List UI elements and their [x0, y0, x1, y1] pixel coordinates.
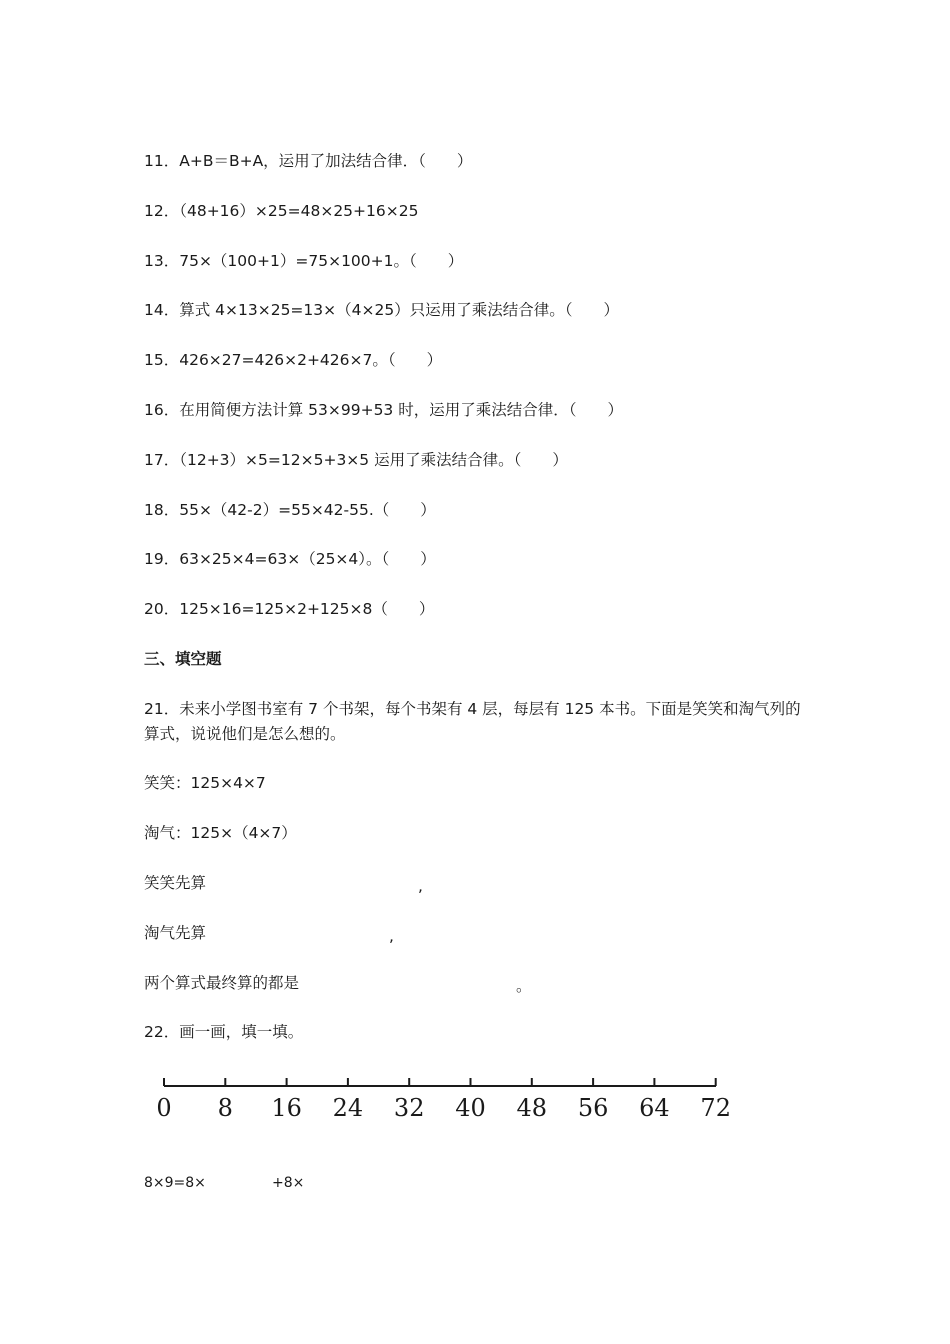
- item-15: 15．426×27=426×2+426×7。（ ）: [144, 351, 443, 369]
- number-line-label: 40: [455, 1094, 486, 1122]
- section-heading: 三、填空题: [144, 650, 222, 668]
- item-13: 13．75×（100+1）=75×100+1。（ ）: [144, 252, 464, 270]
- item-20: 20．125×16=125×2+125×8（ ）: [144, 600, 435, 618]
- question-22-text: 22．画一画，填一填。: [144, 1023, 304, 1041]
- number-line-label: 48: [516, 1094, 548, 1122]
- number-line-label: 64: [639, 1094, 670, 1122]
- xiaoxiao-first-label: 笑笑先算: [144, 874, 207, 892]
- number-line-label: 56: [577, 1094, 609, 1122]
- taoqi-formula: 淘气：125×（4×7）: [144, 824, 297, 842]
- item-19: 19．63×25×4=63×（25×4）。（ ）: [144, 550, 436, 568]
- item-12: 12．（48+16）×25=48×25+16×25: [144, 202, 419, 220]
- item-14: 14．算式 4×13×25=13×（4×25）只运用了乘法结合律。（ ）: [144, 301, 619, 319]
- item-11: 11．A+B＝B+A，运用了加法结合律．（ ）: [144, 152, 473, 170]
- number-line-label: 0: [156, 1094, 172, 1122]
- final-period: 。: [516, 977, 532, 995]
- final-label: 两个算式最终算的都是: [144, 974, 300, 992]
- item-16: 16．在用简便方法计算 53×99+53 时，运用了乘法结合律．（ ）: [144, 401, 623, 419]
- taoqi-first-label: 淘气先算: [144, 924, 207, 942]
- number-line-label: 32: [393, 1094, 425, 1122]
- item-17: 17．（12+3）×5=12×5+3×5 运用了乘法结合律。（ ）: [144, 451, 568, 469]
- number-line-label: 24: [332, 1094, 364, 1122]
- number-line-label: 72: [700, 1094, 731, 1122]
- comma-1: ,: [418, 877, 423, 895]
- question-21-text: 21．未来小学图书室有 7 个书架，每个书架有 4 层，每层有 125 本书。下面是笑笑和淘气列的算式，说说他们是怎么想的。: [144, 700, 801, 743]
- comma-2: ,: [389, 927, 394, 945]
- equation-left: 8×9=8×: [144, 1175, 206, 1191]
- xiaoxiao-formula: 笑笑：125×4×7: [144, 774, 266, 792]
- equation-right: +8×: [272, 1175, 305, 1191]
- item-18: 18．55×（42-2）=55×42-55.（ ）: [144, 501, 436, 519]
- number-line-label: 16: [271, 1094, 302, 1122]
- number-line-label: 8: [217, 1094, 233, 1122]
- number-line: [150, 1068, 750, 1128]
